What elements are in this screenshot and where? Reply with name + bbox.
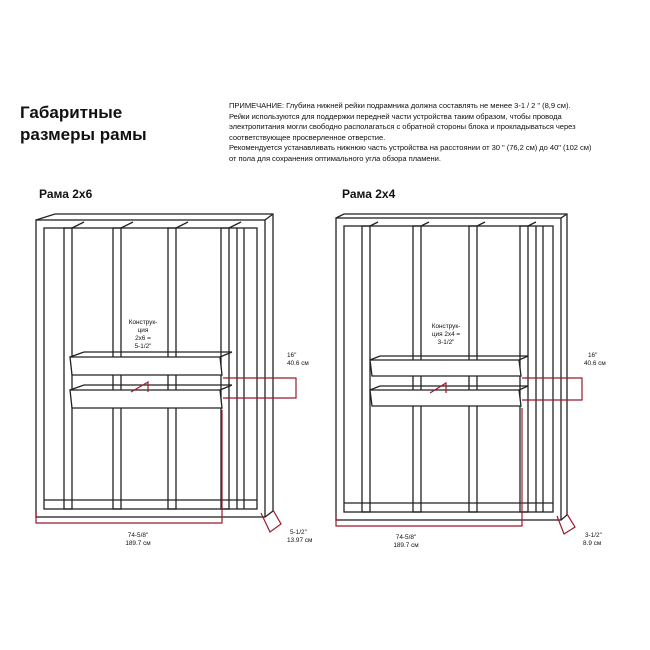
depth-inches: 3-1/2" bbox=[585, 532, 602, 539]
construction-text: 3-1/2" bbox=[437, 339, 455, 346]
depth-cm: 13.97 см bbox=[287, 537, 313, 544]
width-inches: 74-5/8" bbox=[395, 534, 417, 541]
width-inches: 74-5/8" bbox=[127, 532, 149, 539]
page-title: Габаритные размеры рамы bbox=[20, 103, 147, 144]
construction-text: Конструк- bbox=[128, 319, 158, 326]
height-bracket bbox=[223, 378, 296, 398]
stud-depth bbox=[176, 222, 188, 228]
header-depth bbox=[220, 352, 232, 357]
note-line: соответствующее просверленное отверстие. bbox=[229, 132, 386, 142]
height-cm: 40.6 см bbox=[584, 360, 606, 367]
note-line: от пола для сохранения оптимального угла обзора пламени. bbox=[229, 153, 441, 163]
width-cm: 189.7 см bbox=[393, 542, 419, 549]
stud-depth bbox=[121, 222, 133, 228]
height-inches: 16" bbox=[588, 352, 598, 359]
depth-cm: 8.9 см bbox=[583, 540, 602, 547]
stud bbox=[520, 226, 528, 512]
frame-2x6-label: Рама 2x6 bbox=[39, 187, 93, 201]
frame-2x6-texts bbox=[125, 319, 312, 547]
note-line: ПРИМЕЧАНИЕ: Глубина нижней рейки подрамника должна составлять не менее 3-1 / 2 " (8,9 см). bbox=[229, 101, 571, 110]
construction-text: Конструк- bbox=[431, 323, 461, 330]
width-dimension bbox=[336, 408, 522, 526]
height-inches: 16" bbox=[287, 352, 297, 359]
note-line: Рейки используются для поддержки передней части устройства таким образом, чтобы провода bbox=[229, 111, 562, 121]
stud-depth bbox=[229, 222, 241, 228]
frame-2x4-texts bbox=[393, 323, 605, 549]
frame-2x4-label: Рама 2x4 bbox=[342, 187, 396, 201]
construction-text: 5-1/2" bbox=[134, 343, 152, 350]
frame-2x6-drawing bbox=[36, 214, 273, 517]
construction-text: ция 2x4 = bbox=[431, 331, 461, 338]
height-cm: 40.6 см bbox=[287, 360, 309, 367]
height-bracket bbox=[522, 378, 582, 400]
construction-text: 2x6 = bbox=[135, 335, 151, 342]
construction-text: ция bbox=[137, 327, 149, 334]
frame-depth-corner bbox=[265, 214, 273, 220]
frame-2x4-drawing bbox=[336, 214, 567, 520]
note-line: Рекомендуется устанавливать нижнюю часть устройства на расстоянии от 30 " (76,2 см) до 40" (102 см) bbox=[229, 143, 592, 153]
note-line: электропитания могли свободно располагаться с обратной стороны блока и прокладываться через bbox=[229, 122, 576, 132]
depth-inches: 5-1/2" bbox=[290, 529, 307, 536]
upper-header bbox=[70, 357, 222, 375]
width-cm: 189.7 см bbox=[125, 540, 151, 547]
header-depth bbox=[220, 385, 232, 390]
stud bbox=[362, 226, 370, 512]
upper-header bbox=[370, 360, 521, 376]
lower-header bbox=[70, 390, 222, 408]
depth-dimension bbox=[557, 514, 575, 534]
stud-depth bbox=[72, 222, 84, 228]
